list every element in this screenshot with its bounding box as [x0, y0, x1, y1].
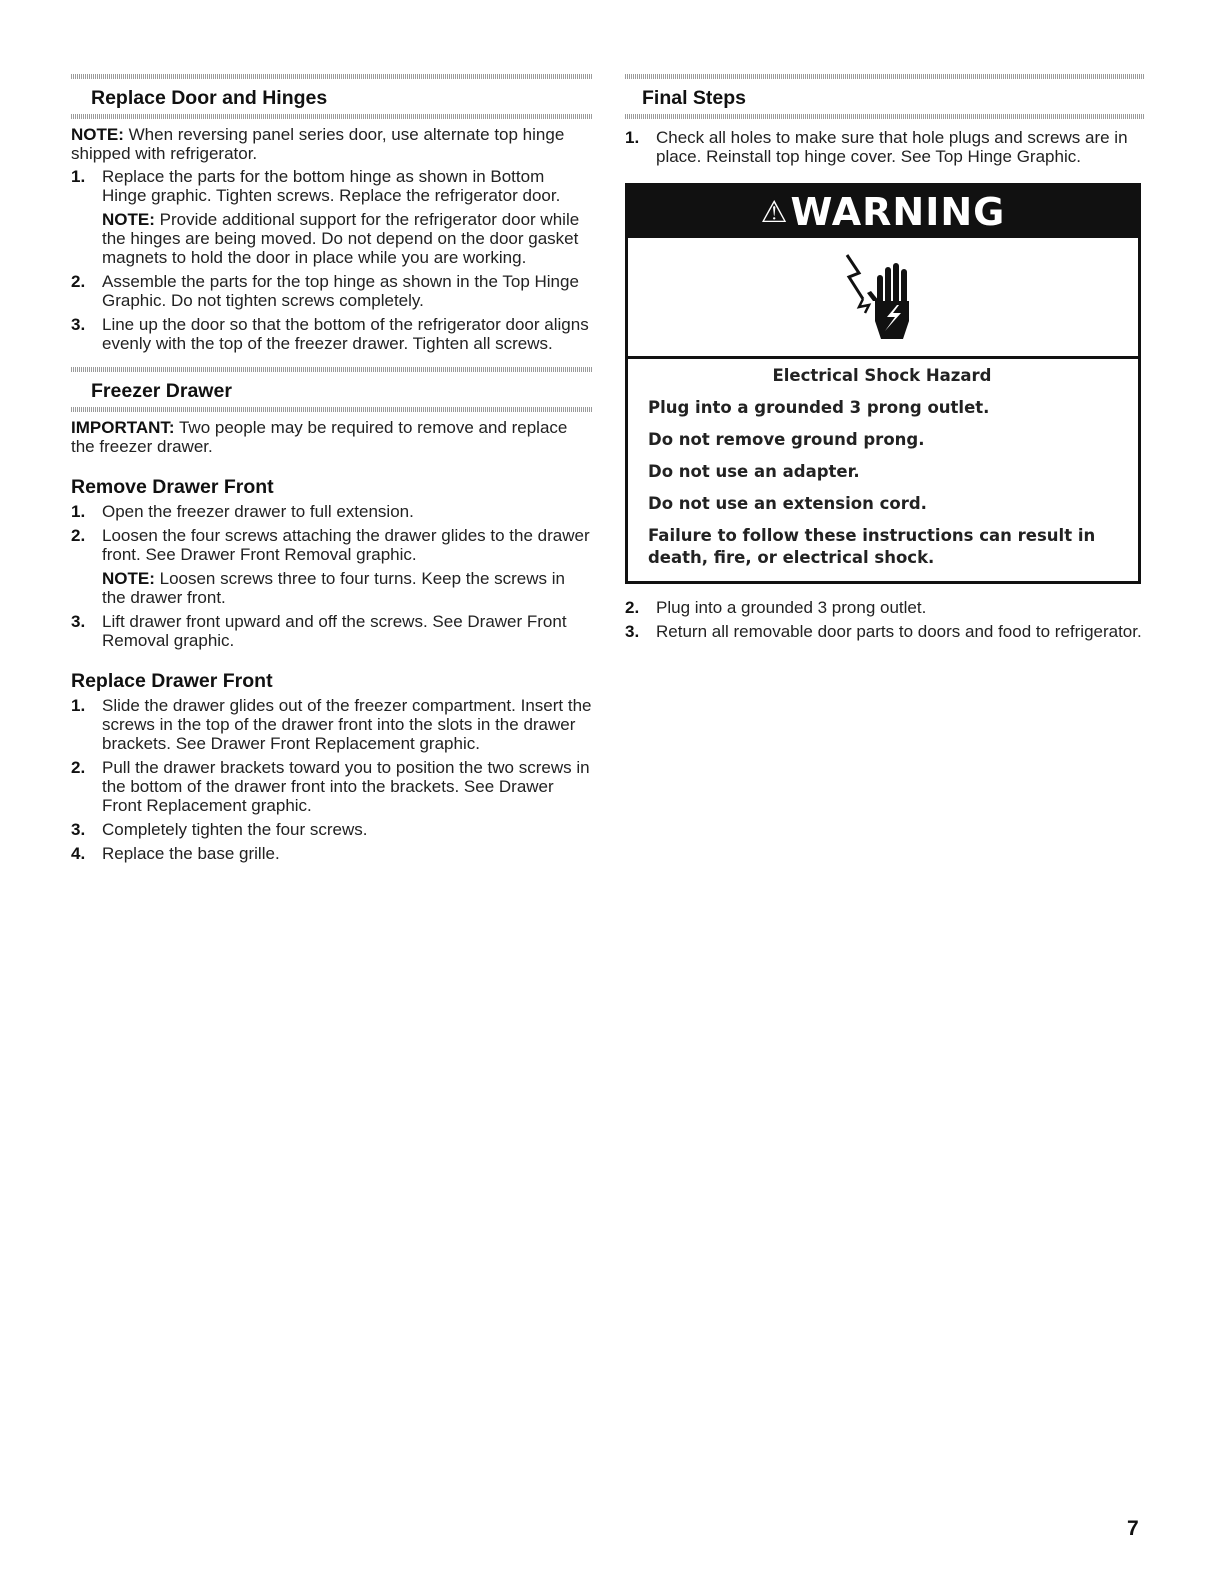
list-item	[71, 167, 593, 267]
shock-icon-panel	[628, 238, 1138, 359]
list-item	[71, 526, 593, 607]
list-item	[625, 622, 1145, 641]
warning-header	[628, 186, 1138, 238]
final-steps-list-continued	[625, 598, 1145, 641]
list-item	[71, 272, 593, 310]
hazard-title: Electrical Shock Hazard	[772, 366, 992, 385]
important-text: Two people may be required to remove and replace the freezer drawer.	[71, 418, 568, 456]
step-text: Loosen the four screws attaching the drawer glides to the drawer front. See Drawer Front Removal graphic.	[102, 526, 590, 564]
step-number: 2.	[71, 758, 86, 777]
subheading-replace-drawer-front: Replace Drawer Front	[71, 670, 273, 692]
list-item	[625, 598, 1145, 617]
right-column	[625, 74, 1145, 646]
step-number: 1.	[71, 696, 86, 715]
door-steps-list	[71, 167, 593, 353]
section-title-final-steps: Final Steps	[642, 87, 747, 109]
note-text: Loosen screws three to four turns. Keep the screws in the drawer front.	[102, 569, 565, 607]
step-text: Assemble the parts for the top hinge as shown in the Top Hinge Graphic. Do not tighten screws completely.	[102, 272, 579, 310]
list-item	[71, 820, 593, 839]
note-text: Provide additional support for the refrigerator door while the hinges are being moved. Do not depend on the door gasket magnets to hold the door in place while you are working.	[102, 210, 580, 267]
step-number: 3.	[625, 622, 640, 641]
page-number: 7	[1127, 1517, 1139, 1540]
step-text: Return all removable door parts to doors and food to refrigerator.	[656, 622, 1142, 641]
remove-steps-list	[71, 502, 593, 650]
step-number: 1.	[71, 167, 86, 186]
note-label: NOTE:	[102, 210, 155, 229]
step-note	[102, 210, 593, 267]
section-title-replace-door: Replace Door and Hinges	[91, 87, 328, 109]
warning-body	[628, 359, 1138, 581]
electrical-shock-hand-icon	[835, 247, 931, 347]
section-title-freezer-drawer: Freezer Drawer	[91, 380, 232, 402]
step-text: Completely tighten the four screws.	[102, 820, 368, 839]
list-item	[625, 128, 1145, 166]
warning-line: Plug into a grounded 3 prong outlet.	[648, 398, 990, 417]
step-number: 3.	[71, 315, 86, 334]
step-number: 1.	[625, 128, 640, 147]
list-item	[71, 502, 593, 521]
subheading-remove-drawer-front: Remove Drawer Front	[71, 476, 274, 498]
door-note	[71, 125, 593, 163]
step-number: 3.	[71, 612, 86, 631]
step-note	[102, 569, 593, 607]
step-text: Replace the base grille.	[102, 844, 280, 863]
warning-line: Do not use an extension cord.	[648, 494, 927, 513]
step-number: 3.	[71, 820, 86, 839]
replace-steps-list	[71, 696, 593, 863]
section-rule	[71, 114, 593, 119]
list-item	[71, 758, 593, 815]
step-number: 2.	[71, 526, 86, 545]
step-text: Plug into a grounded 3 prong outlet.	[656, 598, 927, 617]
step-text: Pull the drawer brackets toward you to position the two screws in the bottom of the drawer front into the brackets. See Drawer Front Replacement graphic.	[102, 758, 590, 815]
step-number: 4.	[71, 844, 86, 863]
important-note	[71, 418, 593, 456]
list-item	[71, 844, 593, 863]
section-rule	[71, 407, 593, 412]
important-label: IMPORTANT:	[71, 418, 175, 437]
step-text: Check all holes to make sure that hole plugs and screws are in place. Reinstall top hinge cover. See Top Hinge Graphic.	[656, 128, 1128, 166]
left-column	[71, 74, 593, 868]
list-item	[71, 612, 593, 650]
step-number: 2.	[71, 272, 86, 291]
warning-box	[625, 183, 1141, 584]
step-text: Slide the drawer glides out of the freezer compartment. Insert the screws in the top of the drawer front into the slots in the drawer brackets. See Drawer Front Replacement graphic.	[102, 696, 592, 753]
step-number: 2.	[625, 598, 640, 617]
warning-line: Failure to follow these instructions can result in death, fire, or electrical shock.	[648, 526, 1096, 567]
step-number: 1.	[71, 502, 86, 521]
note-label: NOTE:	[102, 569, 155, 588]
step-text: Open the freezer drawer to full extension.	[102, 502, 414, 521]
note-label: NOTE:	[71, 125, 124, 144]
section-rule	[625, 114, 1145, 119]
list-item	[71, 696, 593, 753]
warning-line: Do not use an adapter.	[648, 462, 860, 481]
warning-triangle-icon: ⚠	[760, 194, 789, 230]
step-text: Lift drawer front upward and off the screws. See Drawer Front Removal graphic.	[102, 612, 567, 650]
warning-title: WARNING	[790, 189, 1006, 234]
note-text: When reversing panel series door, use alternate top hinge shipped with refrigerator.	[71, 125, 565, 163]
warning-line: Do not remove ground prong.	[648, 430, 925, 449]
step-text: Line up the door so that the bottom of the refrigerator door aligns evenly with the top of the freezer drawer. Tighten all screws.	[102, 315, 589, 353]
step-text: Replace the parts for the bottom hinge as shown in Bottom Hinge graphic. Tighten screws. Replace the refrigerator door.	[102, 167, 561, 205]
final-steps-list	[625, 128, 1145, 166]
list-item	[71, 315, 593, 353]
